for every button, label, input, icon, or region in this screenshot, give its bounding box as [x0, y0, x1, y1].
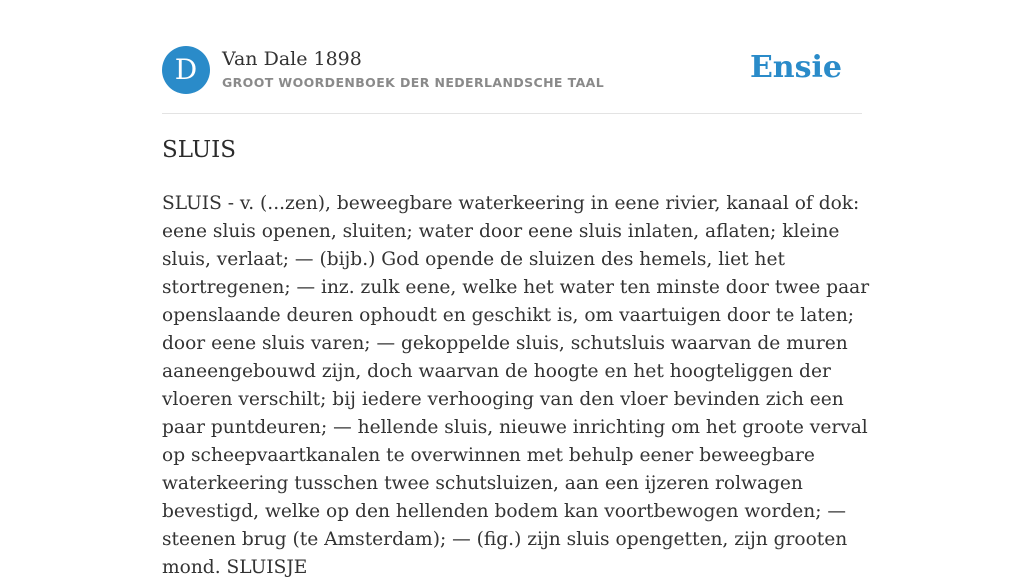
header [162, 46, 862, 96]
dictionary-logo-icon[interactable]: D [162, 46, 210, 94]
ensie-logo-link[interactable]: Ensie [749, 50, 842, 85]
dictionary-title[interactable]: Van Dale 1898 [222, 48, 362, 70]
dictionary-subtitle: GROOT WOORDENBOEK DER NEDERLANDSCHE TAAL [222, 75, 605, 90]
entry-definition: SLUIS - v. (...zen), beweegbare waterkeering in eene rivier, kanaal of dok: eene sluis openen, sluiten; water door eene sluis inlaten, aflaten; kleine sluis, verlaat; — (bijb.) God opende de sluizen des hemels, liet het stortregenen; — inz. zulk eene, welke het water ten minste door twee paar openslaande deuren ophoudt en geschikt is, om vaartuigen door te laten; door eene sluis varen; — gekoppelde sluis, schutsluis waarvan de muren aaneengebouwd zijn, doch waarvan de hoogte en het hoogteliggen der vloeren verschilt; bij iedere verhooging van den vloer bevinden zich een paar puntdeuren; — hellende sluis, nieuwe inrichting om het groote verval op scheepvaartkanalen te overwinnen met behulp eener beweegbare waterkeering tusschen twee schutsluizen, aan een ijzeren rolwagen bevestigd, welke op den hellenden bodem kan voortbewogen worden; — steenen brug (te Amsterdam); — (fig.) zijn sluis opengetten, zijn grooten mond. SLUISJE [162, 193, 870, 578]
entry-heading: SLUIS [162, 137, 236, 163]
page [162, 0, 870, 578]
header-divider [162, 113, 862, 114]
